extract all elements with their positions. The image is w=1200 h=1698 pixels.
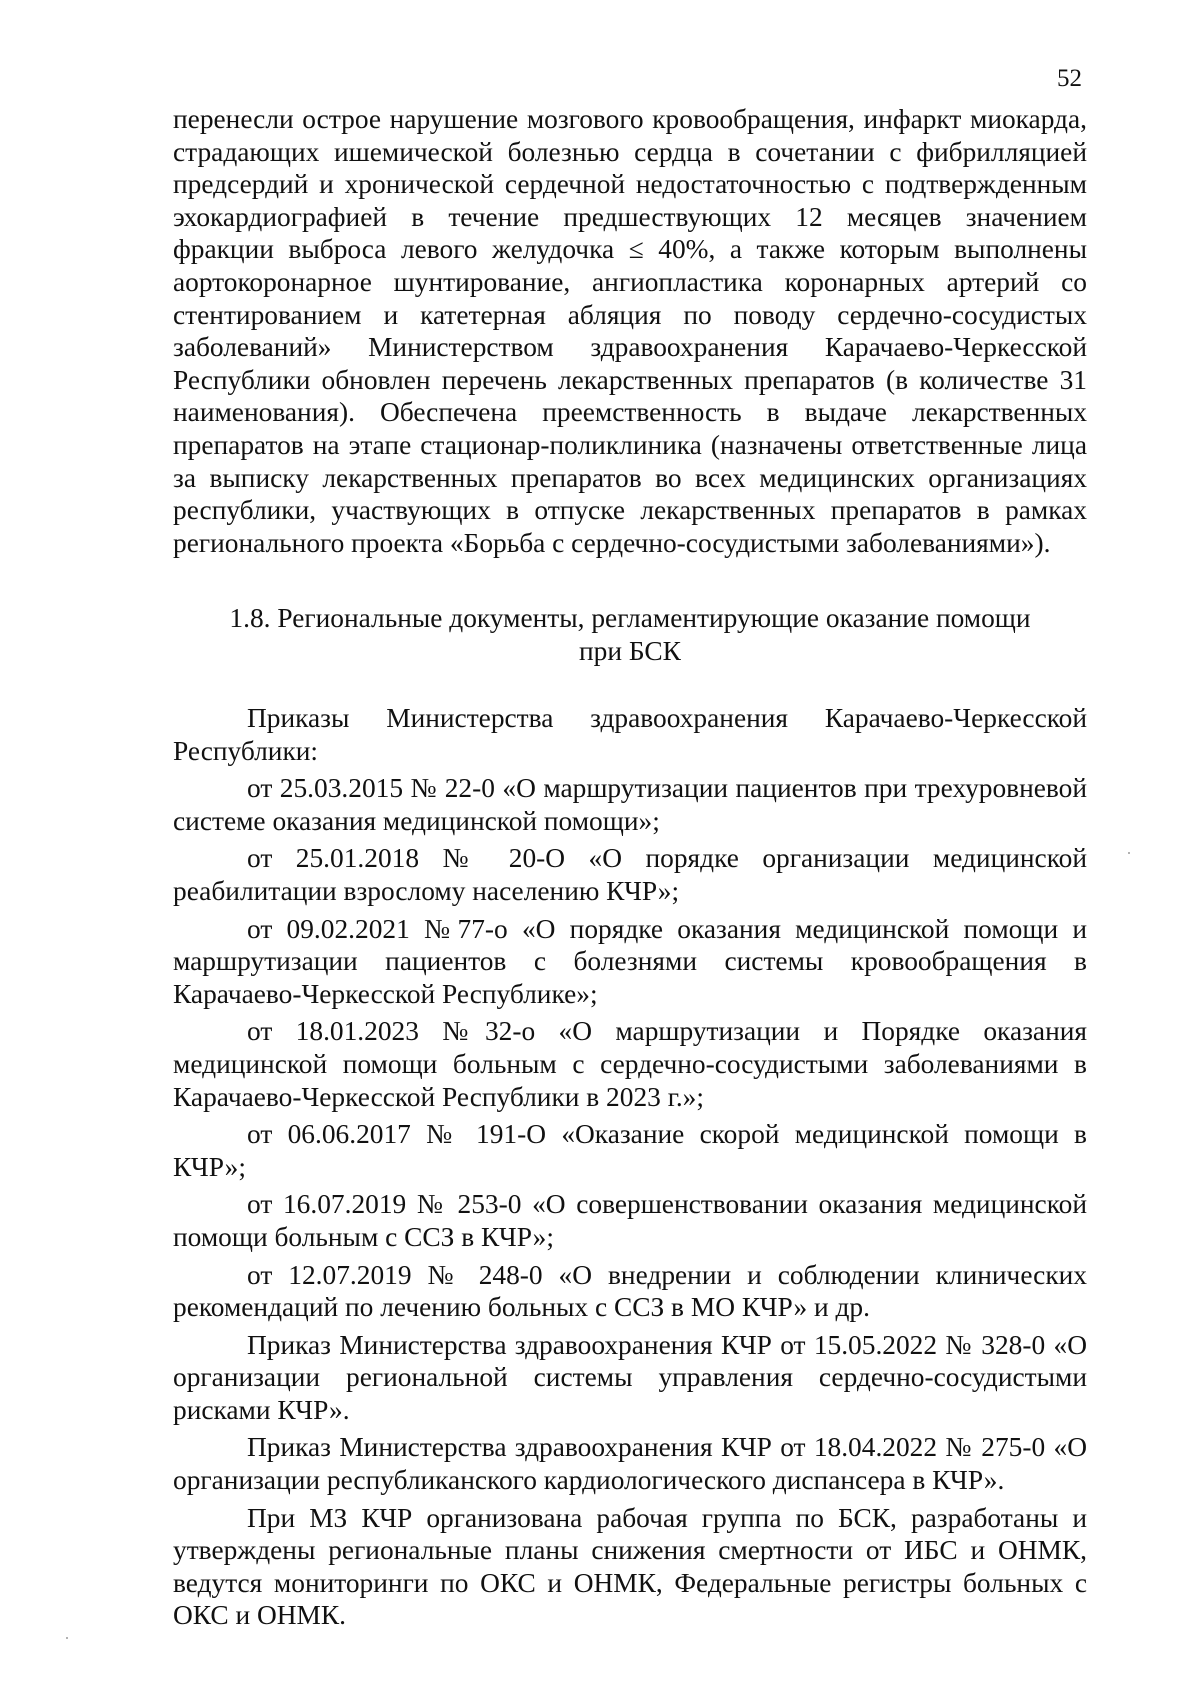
intro-text	[173, 103, 1087, 559]
intro-paragraph: перенесли острое нарушение мозгового кровообращения, инфаркт миокарда, страдающих ишемической болезнью сердца в сочетании с фибрилляцией предсердий и хронической сердечной недостаточностью с подтвержденным эхокардиографией в течение предшествующих 12 месяцев значением фракции выброса левого желудочка ≤ 40%, а также которым выполнены аортокоронарное шунтирование, ангиопластика коронарных артерий со стентированием и катетерная абляция по поводу сердечно-сосудистых заболеваний» Министерством здравоохранения Карачаево-Черкесской Республики обновлен перечень лекарственных препаратов (в количестве 31 наименования). Обеспечена преемственность в выдаче лекарственных препаратов на этапе стационар-поликлиника (назначены ответственные лица за выписку лекарственных препаратов во всех медицинских организациях республики, участвующих в отпуске лекарственных препаратов в рамках регионального проекта «Борьба с сердечно-сосудистыми заболеваниями»).	[173, 104, 1087, 558]
order-item: от 25.03.2015 № 22-0 «О маршрутизации пациентов при трехуровневой системе оказания медицинской помощи»;	[173, 773, 1087, 836]
order-item: от 25.01.2018 № 20-О «О порядке организации медицинской реабилитации взрослому населению КЧР»;	[173, 843, 1087, 906]
order-paragraph: Приказ Министерства здравоохранения КЧР от 15.05.2022 № 328-0 «О организации региональной системы управления сердечно-сосудистыми рисками КЧР».	[173, 1329, 1087, 1425]
orders-intro-paragraph: Приказы Министерства здравоохранения Карачаево-Черкесской Республики:	[173, 703, 1087, 766]
section-body	[173, 702, 1087, 1632]
order-item: от 09.02.2021 №77-о «О порядке оказания медицинской помощи и маршрутизации пациентов с болезнями системы кровообращения в Карачаево-Черкесской Республике»;	[173, 913, 1087, 1009]
page-number: 52	[1057, 65, 1082, 92]
section-heading-line-2: при БСК	[579, 635, 681, 666]
order-paragraph: Приказ Министерства здравоохранения КЧР от 18.04.2022 № 275-0 «О организации республиканского кардиологического диспансера в КЧР».	[173, 1432, 1087, 1496]
order-item: от 16.07.2019 № 253-0 «О совершенствовании оказания медицинской помощи больным с ССЗ в КЧР»;	[173, 1189, 1087, 1252]
section-heading-line-1: 1.8. Региональные документы, регламентирующие оказание помощи	[229, 603, 1031, 633]
order-item: от 12.07.2019 № 248-0 «О внедрении и соблюдении клинических рекомендаций по лечению больных с ССЗ в МО КЧР» и др.	[173, 1259, 1087, 1323]
working-group-paragraph: При МЗ КЧР организована рабочая группа по БСК, разработаны и утверждены региональные планы снижения смертности от ИБС и ОНМК, ведутся мониторинги по ОКС и ОНМК, Федеральные регистры больных с ОКС и ОНМК.	[173, 1502, 1087, 1631]
scan-speck	[1128, 852, 1130, 854]
section-heading	[173, 602, 1087, 667]
scan-speck	[66, 1637, 68, 1639]
order-item: от 06.06.2017 № 191-О «Оказание скорой медицинской помощи в КЧР»;	[173, 1119, 1087, 1182]
order-item: от 18.01.2023 №32-о «О маршрутизации и Порядке оказания медицинской помощи больным с сердечно-сосудистыми заболеваниями в Карачаево-Черкесской Республики в 2023 г.»;	[173, 1016, 1087, 1112]
